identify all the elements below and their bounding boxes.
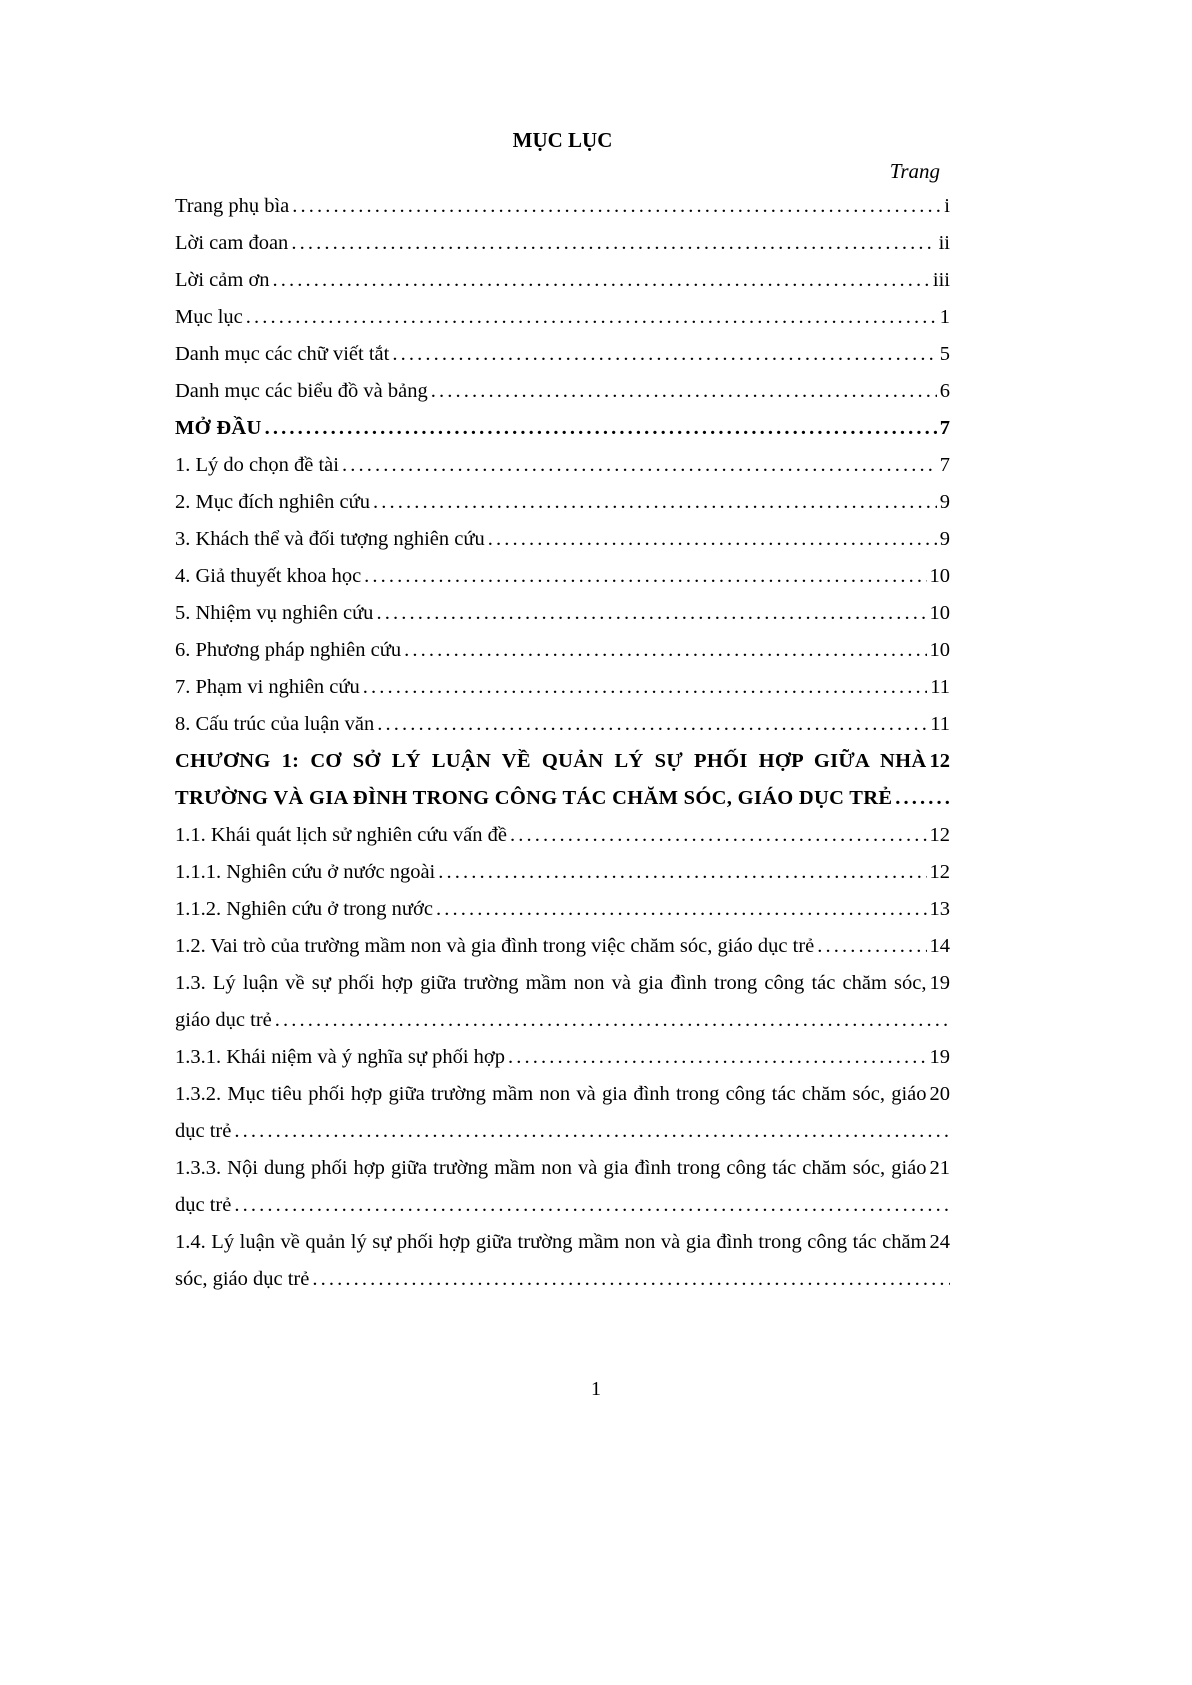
toc-entry-label: 1.2. Vai trò của trường mầm non và gia đình trong việc chăm sóc, giáo dục trẻ bbox=[175, 935, 817, 957]
toc-entry-page: 12 bbox=[927, 854, 951, 891]
toc-entry-label: Lời cam đoan bbox=[175, 232, 291, 254]
toc-entry-page: iii bbox=[930, 262, 950, 299]
toc-entry-page: i bbox=[941, 188, 950, 225]
toc-entry-label: 6. Phương pháp nghiên cứu bbox=[175, 639, 404, 661]
toc-entry-page: 21 bbox=[927, 1150, 951, 1187]
toc-entry-page: 11 bbox=[927, 706, 950, 743]
toc-entry-label: 1.4. Lý luận về quản lý sự phối hợp giữa trường mầm non và gia đình trong công tác chăm sóc, giáo dục trẻ bbox=[175, 1231, 927, 1290]
toc-entry bbox=[175, 558, 950, 595]
toc-entry-page: 19 bbox=[927, 1039, 951, 1076]
toc-entry-label: 1.3.3. Nội dung phối hợp giữa trường mầm non và gia đình trong công tác chăm sóc, giáo dục trẻ bbox=[175, 1157, 927, 1216]
toc-entry-page: 20 bbox=[927, 1076, 951, 1113]
toc-entry bbox=[175, 891, 950, 928]
toc-entry bbox=[175, 410, 950, 447]
toc-entry-label: 1.1. Khái quát lịch sử nghiên cứu vấn đề bbox=[175, 824, 510, 846]
toc-entry bbox=[175, 1076, 950, 1150]
toc-entry bbox=[175, 1039, 950, 1076]
toc-entry-label: 2. Mục đích nghiên cứu bbox=[175, 491, 373, 513]
toc-entry-label: CHƯƠNG 1: CƠ SỞ LÝ LUẬN VỀ QUẢN LÝ SỰ PHỐI HỢP GIỮA NHÀ TRƯỜNG VÀ GIA ĐÌNH TRONG CÔNG TÁC CHĂM SÓC, GIÁO DỤC TRẺ bbox=[175, 750, 927, 809]
toc-entry-label: 1.3. Lý luận về sự phối hợp giữa trường mầm non và gia đình trong công tác chăm sóc, giáo dục trẻ bbox=[175, 972, 927, 1031]
page-column-label: Trang bbox=[889, 159, 940, 183]
toc-entry bbox=[175, 965, 950, 1039]
toc-entry-label: Danh mục các biểu đồ và bảng bbox=[175, 380, 431, 402]
toc-entry-label: 1.3.1. Khái niệm và ý nghĩa sự phối hợp bbox=[175, 1046, 508, 1068]
toc-entry-page: 10 bbox=[927, 632, 951, 669]
toc-entry-label: 1.3.2. Mục tiêu phối hợp giữa trường mầm non và gia đình trong công tác chăm sóc, giáo dục trẻ bbox=[175, 1083, 927, 1142]
toc-entry-page: 5 bbox=[937, 336, 950, 373]
toc-entry bbox=[175, 373, 950, 410]
toc-entry bbox=[175, 1150, 950, 1224]
toc-entry-label: 1.1.1. Nghiên cứu ở nước ngoài bbox=[175, 861, 438, 883]
toc-entries bbox=[175, 188, 950, 1298]
toc-entry bbox=[175, 225, 950, 262]
toc-entry bbox=[175, 299, 950, 336]
toc-entry-page: 10 bbox=[927, 595, 951, 632]
toc-entry-page: 9 bbox=[937, 521, 950, 558]
toc-entry bbox=[175, 928, 950, 965]
toc-entry-label: 3. Khách thể và đối tượng nghiên cứu bbox=[175, 528, 488, 550]
toc-entry bbox=[175, 188, 950, 225]
toc-entry-page: 7 bbox=[937, 410, 950, 447]
toc-entry-label: 8. Cấu trúc của luận văn bbox=[175, 713, 377, 735]
toc-entry bbox=[175, 817, 950, 854]
toc-entry-label: Danh mục các chữ viết tắt bbox=[175, 343, 392, 365]
toc-entry-page: 10 bbox=[927, 558, 951, 595]
toc-entry-page: 9 bbox=[937, 484, 950, 521]
toc-entry bbox=[175, 669, 950, 706]
toc-entry bbox=[175, 447, 950, 484]
toc-entry bbox=[175, 743, 950, 817]
table-of-contents bbox=[175, 125, 950, 1298]
toc-entry-page: 12 bbox=[927, 817, 951, 854]
toc-entry-page: 11 bbox=[927, 669, 950, 706]
toc-entry-page: 7 bbox=[937, 447, 950, 484]
toc-entry-label: 7. Phạm vi nghiên cứu bbox=[175, 676, 363, 698]
toc-entry bbox=[175, 1224, 950, 1298]
toc-entry-page: ii bbox=[936, 225, 950, 262]
toc-entry-page: 6 bbox=[937, 373, 950, 410]
toc-entry-label: 4. Giả thuyết khoa học bbox=[175, 565, 364, 587]
toc-entry bbox=[175, 484, 950, 521]
toc-entry bbox=[175, 854, 950, 891]
toc-entry bbox=[175, 521, 950, 558]
toc-entry-page: 14 bbox=[927, 928, 951, 965]
toc-entry-label: Trang phụ bìa bbox=[175, 195, 292, 217]
toc-entry bbox=[175, 706, 950, 743]
toc-entry-label: Lời cảm ơn bbox=[175, 269, 273, 291]
toc-entry-page: 12 bbox=[927, 743, 951, 780]
toc-entry bbox=[175, 595, 950, 632]
toc-entry-page: 13 bbox=[927, 891, 951, 928]
toc-entry-label: MỞ ĐẦU bbox=[175, 417, 265, 439]
toc-entry-label: Mục lục bbox=[175, 306, 246, 328]
toc-entry-page: 19 bbox=[927, 965, 951, 1002]
toc-entry-page: 1 bbox=[937, 299, 950, 336]
page-number: 1 bbox=[591, 1378, 601, 1400]
toc-entry-label: 5. Nhiệm vụ nghiên cứu bbox=[175, 602, 376, 624]
toc-entry-page: 24 bbox=[927, 1224, 951, 1261]
toc-entry bbox=[175, 336, 950, 373]
toc-entry-label: 1.1.2. Nghiên cứu ở trong nước bbox=[175, 898, 436, 920]
toc-entry-label: 1. Lý do chọn đề tài bbox=[175, 454, 342, 476]
toc-entry bbox=[175, 632, 950, 669]
toc-entry bbox=[175, 262, 950, 299]
page-title: MỤC LỤC bbox=[512, 128, 613, 152]
